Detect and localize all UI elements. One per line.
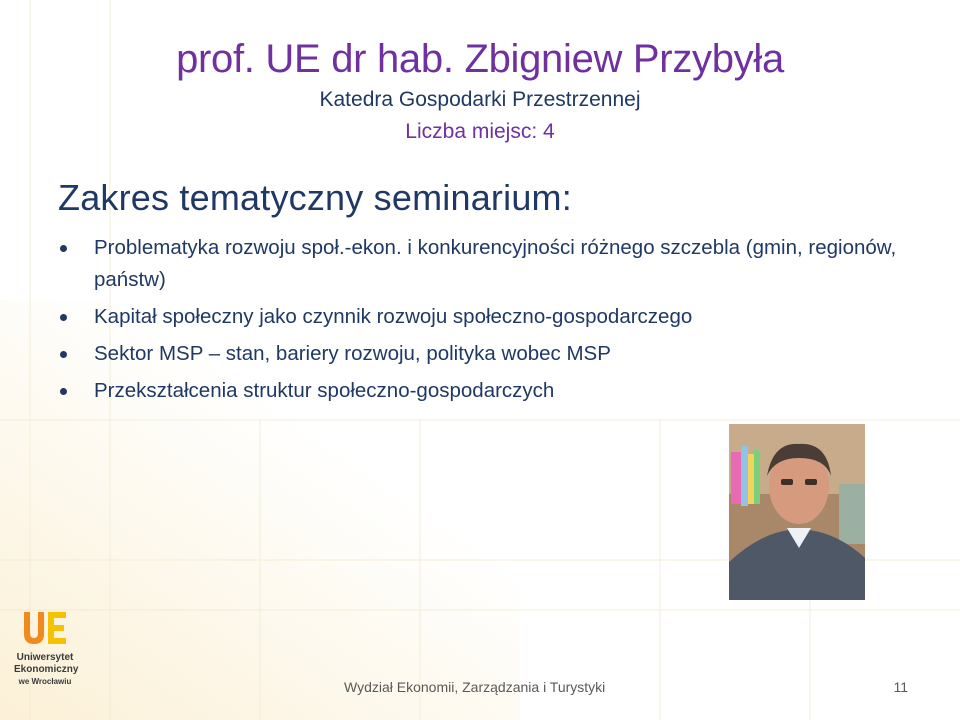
list-item (60, 338, 920, 370)
university-logo (14, 608, 114, 700)
list-item (60, 232, 920, 296)
places-count: Liczba miejsc: 4 (405, 120, 555, 143)
logo-line-2: Ekonomiczny (14, 664, 79, 675)
footer-text: Wydział Ekonomii, Zarządzania i Turystyki (344, 679, 606, 695)
department-name: Katedra Gospodarki Przestrzennej (319, 88, 641, 111)
bullet-icon (60, 314, 67, 321)
logo-line-3: we Wrocławiu (18, 677, 72, 686)
slide-title: prof. UE dr hab. Zbigniew Przybyła (176, 37, 784, 81)
bullet-icon (60, 351, 67, 358)
portrait-photo (729, 424, 865, 600)
list-item-text: Kapitał społeczny jako czynnik rozwoju społeczno-gospodarczego (94, 305, 693, 328)
bullet-icon (60, 245, 67, 252)
list-item-text: Sektor MSP – stan, bariery rozwoju, polityka wobec MSP (94, 342, 611, 365)
ue-logo-mark (14, 608, 76, 648)
list-item (60, 375, 920, 407)
page-number: 11 (893, 679, 908, 695)
topics-heading: Zakres tematyczny seminarium: (58, 177, 572, 218)
topics-list (60, 232, 920, 412)
logo-line-1: Uniwersytet (16, 652, 74, 663)
bullet-icon (60, 388, 67, 395)
list-item-text: Problematyka rozwoju społ.-ekon. i konkurencyjności różnego szczebla (gmin, regionów, państw) (94, 236, 897, 291)
list-item-text: Przekształcenia struktur społeczno-gospodarczych (94, 379, 555, 402)
list-item (60, 301, 920, 333)
